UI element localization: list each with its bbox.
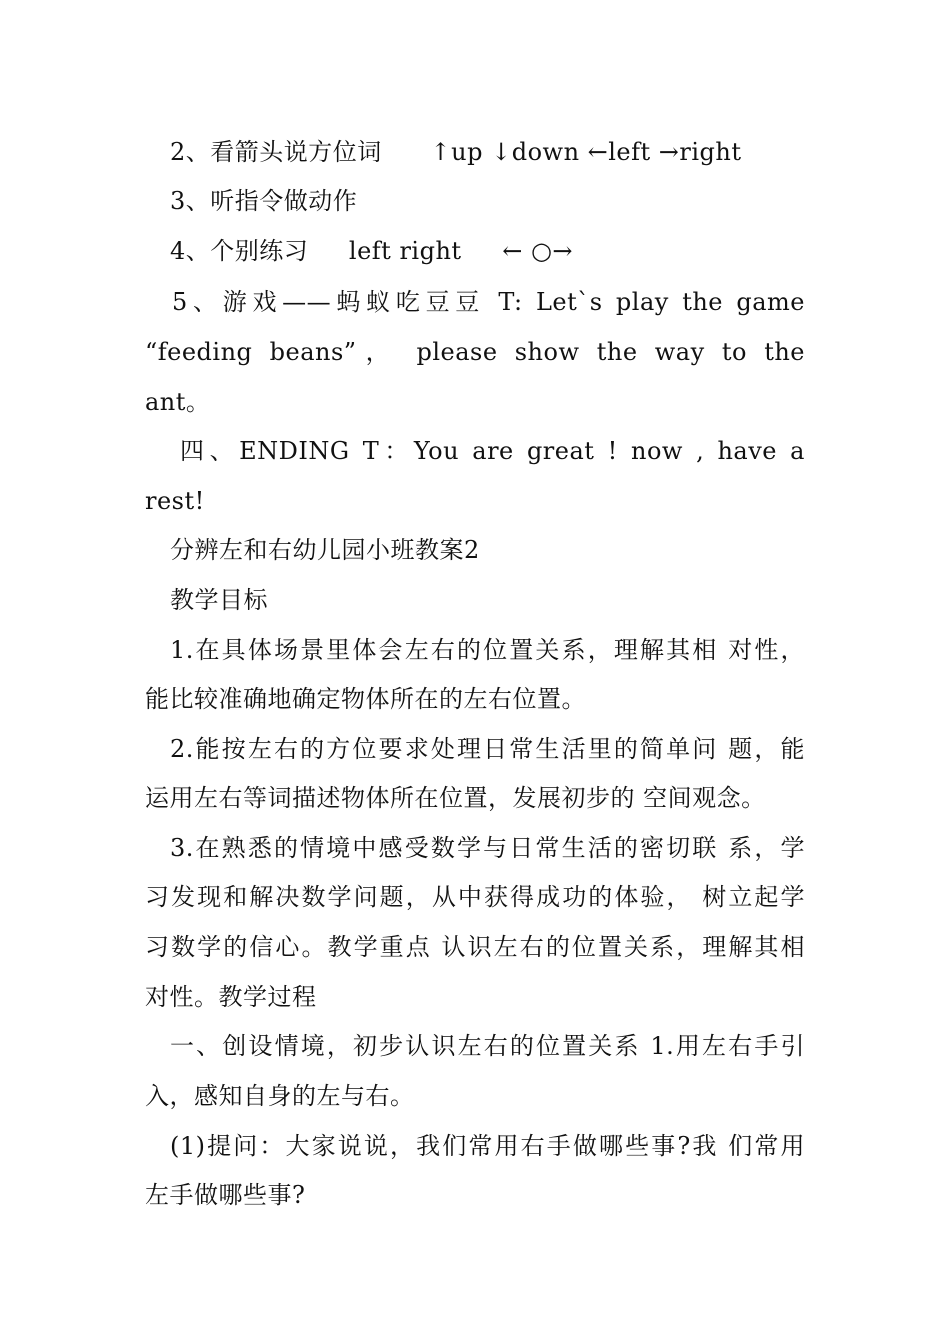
text-line-ending-end: rest!: [145, 487, 205, 515]
text-line-game-instruction-end: ant。: [145, 388, 211, 416]
text-line-game-instruction: “feeding beans”， please show the way to the: [145, 338, 805, 366]
text-line-individual-practice: 4、个别练习 left right ← ○→: [170, 237, 573, 265]
text-line-process-heading: 对性。教学过程: [145, 983, 317, 1011]
text-line-objective-2-cont: 运用左右等词描述物体所在位置，发展初步的 空间观念。: [145, 784, 766, 812]
text-line-objective-2: 2.能按左右的方位要求处理日常生活里的简单问 题，能: [170, 735, 805, 763]
text-line-objective-1-cont: 能比较准确地确定物体所在的左右位置。: [145, 685, 586, 713]
text-line-objective-1: 1.在具体场景里体会左右的位置关系，理解其相 对性，: [170, 636, 805, 664]
section-heading-objectives: 教学目标: [170, 586, 268, 614]
text-line-step-1: 一、创设情境，初步认识左右的位置关系 1.用左右手引: [170, 1032, 805, 1060]
text-line-listen-commands: 3、听指令做动作: [170, 187, 358, 215]
text-line-ending: 四、ENDING T：You are great ! now , have a: [180, 437, 805, 465]
text-line-game-title: 5、游戏——蚂蚁吃豆豆 T: Let`s play the game: [172, 288, 805, 316]
text-line-objective-3-cont: 习发现和解决数学问题，从中获得成功的体验， 树立起学: [145, 883, 805, 911]
section-heading-lesson-2: 分辨左和右幼儿园小班教案2: [170, 536, 480, 564]
text-line-arrows-vocab: 2、看箭头说方位词 ↑up ↓down ←left →right: [170, 138, 742, 166]
text-line-step-1-cont: 入，感知自身的左与右。: [145, 1082, 415, 1110]
text-line-question: (1)提问：大家说说，我们常用右手做哪些事?我 们常用: [170, 1132, 805, 1160]
text-line-objective-3: 3.在熟悉的情境中感受数学与日常生活的密切联 系，学: [170, 834, 805, 862]
text-line-key-points: 习数学的信心。教学重点 认识左右的位置关系，理解其相: [145, 933, 805, 961]
text-line-question-cont: 左手做哪些事?: [145, 1181, 306, 1209]
